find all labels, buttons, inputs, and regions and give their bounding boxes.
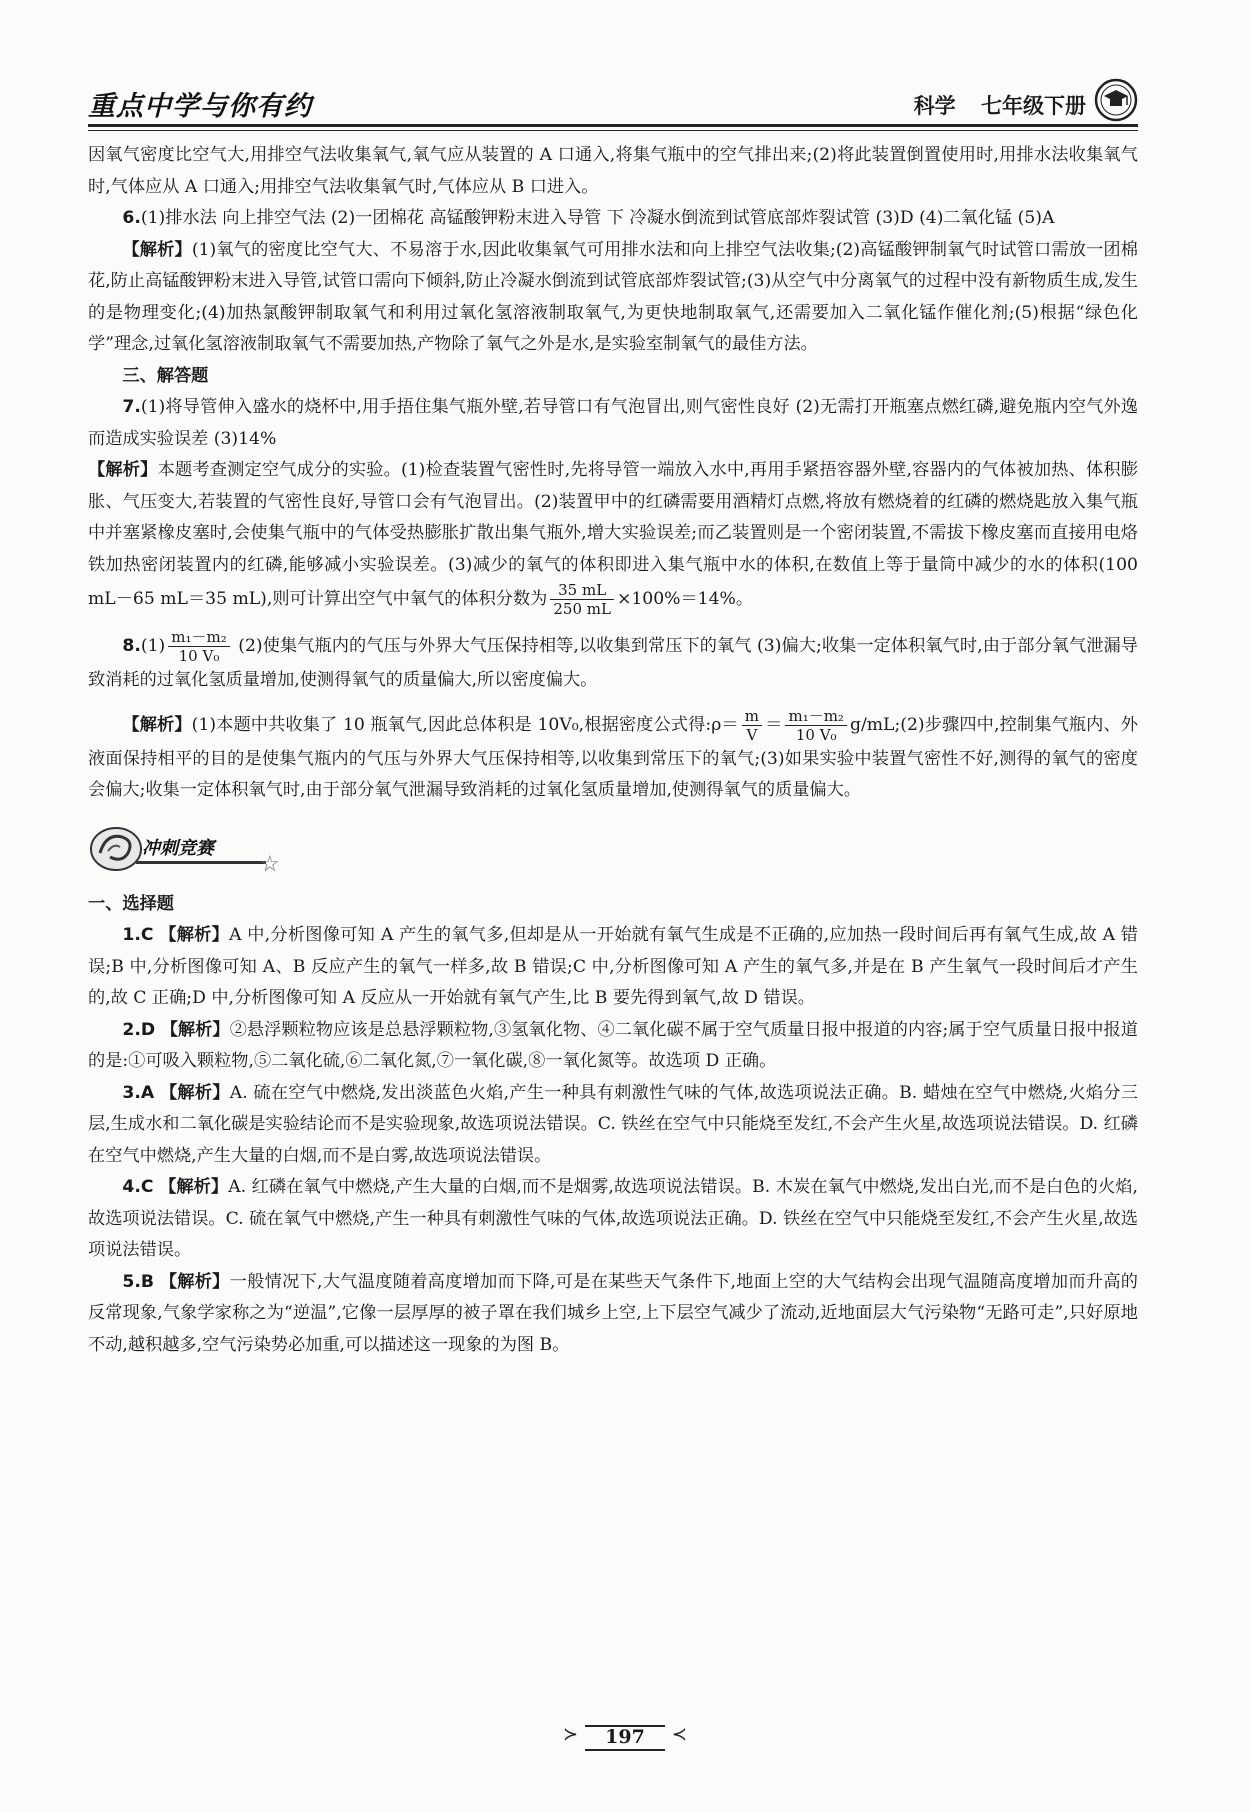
fraction-mass-over-volume: $\frac{\text{m₁－m₂}}{\text{10 V₀}}$ [785, 707, 846, 744]
contest-answer-1: 1.C 【解析】A 中,分析图像可知 A 产生的氧气多,但却是从一开始就有氧气生成是不正确的,应加热一段时间后再有氧气生成,故 A 错误;B 中,分析图像可知 A、B 反应产生的氧气一样多,故 B 错误;C 中,分析图像可知 A 产生的氧气多,并是在 B 产生氧气一段时间后才产生的,故 C 正确;D 中,分析图像可知 A 反应从一开始就有氧气产生,比 B 要先得到氧气,故 D 错误。 [88, 925, 1138, 1008]
analysis-tag: 【解析】 [88, 460, 158, 480]
fraction-m-over-v: $\frac{m}{V}$ [742, 707, 762, 744]
analysis-tag: 【解析】 [159, 925, 230, 945]
page-footer [555, 1722, 695, 1752]
header-rule-thick [88, 124, 1138, 127]
analysis-tag: 【解析】 [159, 1177, 229, 1197]
sprint-contest-label: 冲刺竞赛 [142, 837, 214, 859]
contest-answer-5: 5.B 【解析】一般情况下,大气温度随着高度增加而下降,可是在某些天气条件下,地面上空的大气结构会出现气温随高度增加而升高的反常现象,气象学家称之为“逆温”,它像一层厚厚的被子罩在我们城乡上空,上下层空气减少了流动,近地面层大气污染物“无路可走”,只好原地不动,越积越多,空气污染势必加重,可以描述这一现象的为图 B。 [88, 1271, 1138, 1355]
ornament-right-icon: ≺ [671, 1724, 687, 1745]
star-icon: ☆ [260, 851, 280, 877]
contest-answer-3: 3.A 【解析】A. 硫在空气中燃烧,发出淡蓝色火焰,产生一种具有刺激性气味的气体,故选项说法正确。B. 蜡烛在空气中燃烧,火焰分三层,生成水和二氧化碳是实验结论而不是实验现象,故选项说法错误。C. 铁丝在空气中只能烧至发红,不会产生火星,故选项说法错误。D. 红磷在空气中燃烧,产生大量的白烟,而不是白雾,故选项说法错误。 [88, 1082, 1138, 1166]
analysis-tag: 【解析】 [159, 1082, 230, 1103]
question-6-answer: 6.(1)排水法 向上排空气法 (2)一团棉花 高锰酸钾粉末进入导管 下 冷凝水倒流到试管底部炸裂试管 (3)D (4)二氧化锰 (5)A [122, 208, 1055, 228]
question-7-answer: 7.(1)将导管伸入盛水的烧杯中,用手捂住集气瓶外壁,若导管口有气泡冒出,则气密性良好 (2)无需打开瓶塞点燃红磷,避免瓶内空气外逸而造成实验误差 (3)14% [88, 397, 1138, 449]
question-number: 1.C [122, 925, 154, 945]
contest-answer-2: 2.D 【解析】②悬浮颗粒物应该是总悬浮颗粒物,③氢氧化物、④二氧化碳不属于空气质量日报中报道的内容;属于空气质量日报中报道的是:①可吸入颗粒物,⑤二氧化硫,⑥二氧化氮,⑦一氧化碳,⑧一氧化氮等。故选项 D 正确。 [88, 1019, 1138, 1071]
graduation-cap-emblem-icon [1094, 78, 1138, 122]
contest-answer-4: 4.C 【解析】A. 红磷在氧气中燃烧,产生大量的白烟,而不是烟雾,故选项说法错误。B. 木炭在氧气中燃烧,发出白光,而不是白色的火焰,故选项说法错误。C. 硫在氧气中燃烧,产生一种具有刺激性气味的气体,故选项说法正确。D. 铁丝在空气中只能烧至发红,不会产生火星,故选项说法错误。 [88, 1177, 1138, 1260]
swirl-badge-icon [88, 823, 144, 873]
fraction-density: $\frac{\text{m₁－m₂}}{\text{10 V₀}}$ [168, 628, 229, 665]
page-number: 197 [605, 1726, 645, 1748]
question-8-answer: 8.(1) $\frac{\text{m₁－m₂}}{\text{10 V₀}}$ (2)使集气瓶内的气压与外界大气压保持相等,以收集到常压下的氧气 (3)偏大;收集一定体积氧气时,由于部分氧气泄漏导致消耗的过氧化氢质量增加,使测得氧气的质量偏大,所以密度偏大。 [88, 628, 1138, 690]
analysis-tag: 【解析】 [122, 239, 192, 260]
question-number: 7. [122, 397, 141, 417]
analysis-tag: 【解析】 [122, 714, 192, 735]
fraction-35-over-250: $\frac{35 mL}{250 mL}$ [550, 581, 614, 618]
question-number: 5.B [122, 1271, 154, 1292]
continued-paragraph: 因氧气密度比空气大,用排空气法收集氧气,氧气应从装置的 A 口通入,将集气瓶中的空气排出来;(2)将此装置倒置使用时,用排水法收集氧气时,气体应从 A 口通入;用排空气法收集氧气时,气体应从 B 口进入。 [88, 145, 1138, 197]
question-number: 4.C [122, 1177, 154, 1197]
book-brand-title: 重点中学与你有约 [88, 91, 312, 122]
question-7-analysis: 【解析】本题考查测定空气成分的实验。(1)检查装置气密性时,先将导管一端放入水中,再用手紧捂容器外壁,容器内的气体被加热、体积膨胀、气压变大,若装置的气密性良好,导管口会有气泡冒出。(2)装置甲中的红磷需要用酒精灯点燃,将放有燃烧着的红磷的燃烧匙放入集气瓶中并塞紧橡皮塞时,会使集气瓶中的气体受热膨胀扩散出集气瓶外,增大实验误差;而乙装置则是一个密闭装置,不需拔下橡皮塞而直接用电烙铁加热密闭装置内的红磷,能够减小实验误差。(3)减少的氧气的体积即进入集气瓶中水的体积,在数值上等于量筒中减少的水的体积(100 mL－65 mL＝35 mL),则可计算出空气中氧气的体积分数为 $\frac{35 mL}{250 mL}$ ×100%＝14%。 [88, 460, 1138, 618]
banner-underline [136, 861, 266, 864]
ornament-left-icon: ≻ [563, 1724, 579, 1745]
sprint-contest-banner [88, 819, 1138, 881]
answer-content [88, 140, 1138, 1361]
question-number: 2.D [122, 1019, 156, 1040]
analysis-tag: 【解析】 [159, 1271, 230, 1292]
subject-grade-label: 科学 七年级下册 [913, 94, 1086, 118]
section-heading: 三、解答题 [122, 365, 209, 386]
header-rule-thin [88, 130, 1138, 131]
question-number: 6. [122, 208, 141, 228]
section-heading: 一、选择题 [88, 893, 174, 914]
analysis-tag: 【解析】 [160, 1019, 230, 1040]
page-number-rule-bottom [585, 1749, 665, 1751]
question-8-analysis: 【解析】(1)本题中共收集了 10 瓶氧气,因此总体积是 10V₀,根据密度公式得:ρ＝ $\frac{m}{V}$ ＝ $\frac{\text{m₁－m₂}}{\text{10 V₀}}$ g/mL;(2)步骤四中,控制集气瓶内、外液面保持相平的目的是使集气瓶内的气压与外界大气压保持相等,以收集到常压下的氧气;(3)如果实验中装置气密性不好,测得的氧气的密度会偏大;收集一定体积氧气时,由于部分氧气泄漏导致消耗的过氧化氢质量增加,使测得氧气的质量偏大。 [88, 706, 1138, 800]
page-header [88, 78, 1138, 124]
question-6-analysis: 【解析】(1)氧气的密度比空气大、不易溶于水,因此收集氧气可用排水法和向上排空气法收集;(2)高锰酸钾制氧气时试管口需放一团棉花,防止高锰酸钾粉末进入导管,试管口需向下倾斜,防止冷凝水倒流到试管底部炸裂试管;(3)从空气中分离氧气的过程中没有新物质生成,发生的是物理变化;(4)加热氯酸钾制取氧气和利用过氧化氢溶液制取氧气,为更快地制取氧气,还需要加入二氧化锰作催化剂;(5)根据“绿色化学”理念,过氧化氢溶液制取氧气不需要加热,产物除了氧气之外是水,是实验室制氧气的最佳方法。 [88, 239, 1138, 354]
question-number: 8. [122, 636, 141, 656]
question-number: 3.A [122, 1082, 155, 1103]
